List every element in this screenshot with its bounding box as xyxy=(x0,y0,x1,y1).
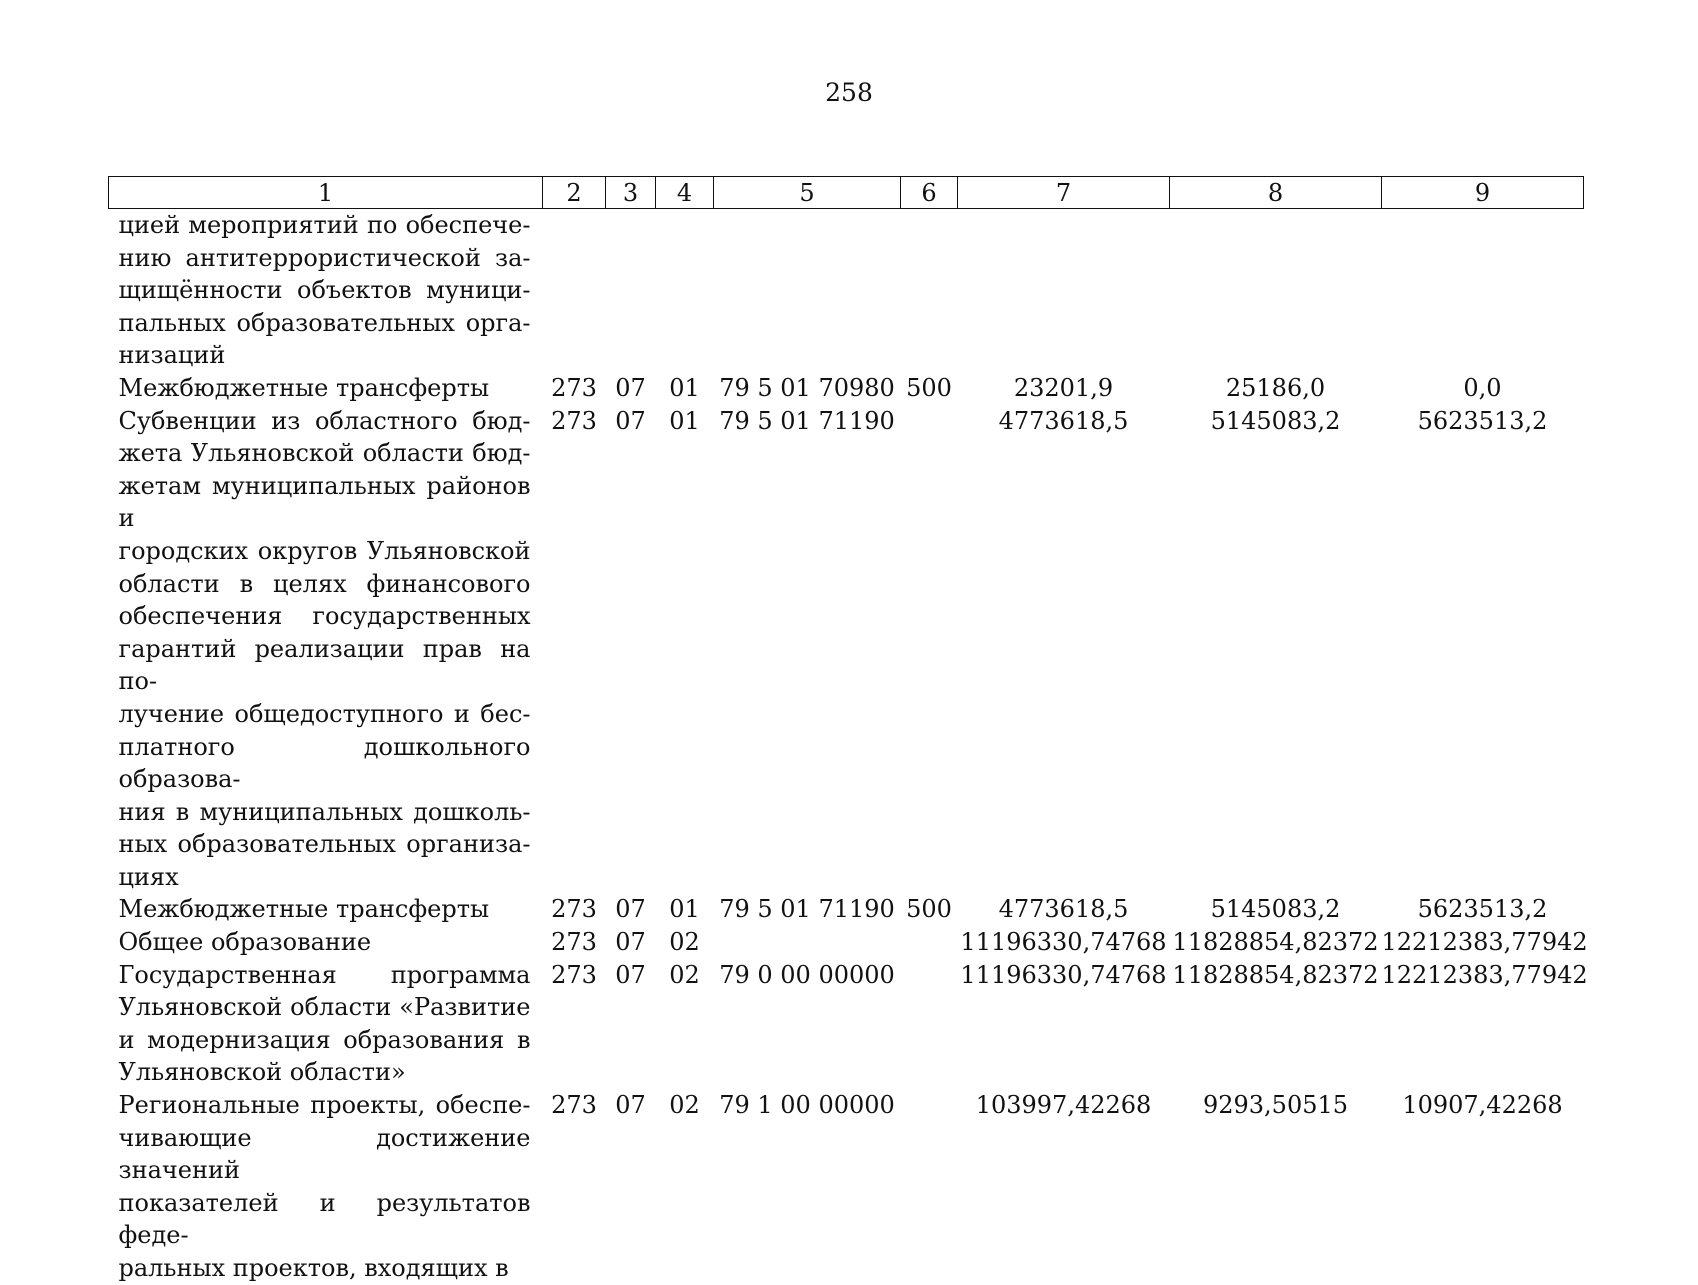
target-article-cell: 79 0 00 00000 xyxy=(719,960,895,989)
target-article-cell: 79 1 00 00000 xyxy=(719,1091,895,1120)
row-name-line: лучение общедоступного и бес- xyxy=(118,699,531,728)
table-row xyxy=(109,405,1584,894)
target-article-cell xyxy=(714,926,901,959)
row-name-line: городских округов Ульяновской xyxy=(118,536,531,565)
row-name-line: жета Ульяновской области бюд- xyxy=(118,439,531,468)
row-name-line: гарантий реализации прав на по- xyxy=(118,634,531,696)
row-name-line: Межбюджетные трансферты xyxy=(118,895,490,924)
amount-col8-cell: 5145083,2 xyxy=(1210,406,1341,435)
section-code-cell: 07 xyxy=(615,406,646,435)
row-name-line: и модернизация образования в xyxy=(118,1025,531,1054)
amount-col8-cell: 11828854,82372 xyxy=(1172,960,1379,989)
row-name-line: циях xyxy=(118,862,179,891)
amount-col9-cell: 10907,42268 xyxy=(1402,1091,1563,1120)
header-cell: 5 xyxy=(714,177,901,209)
amount-col7-cell: 23201,9 xyxy=(1013,373,1114,402)
table-row xyxy=(109,893,1584,926)
row-name-line: пальных образовательных орга- xyxy=(118,308,531,337)
target-article-cell: 79 5 01 71190 xyxy=(719,406,895,435)
amount-col9-cell: 5623513,2 xyxy=(1417,895,1548,924)
amount-col8-cell: 25186,0 xyxy=(1225,373,1326,402)
row-name-line: щищённости объектов муници- xyxy=(118,276,531,305)
row-name-line: Ульяновской области «Развитие xyxy=(118,993,531,1022)
row-name-cell xyxy=(109,1089,543,1285)
row-name-line: Межбюджетные трансферты xyxy=(118,373,490,402)
row-name-line: ния в муниципальных дошколь- xyxy=(118,797,531,826)
amount-col9-cell xyxy=(1382,209,1584,372)
table-row xyxy=(109,372,1584,405)
admin-code-cell xyxy=(543,209,606,372)
row-name-line: области в целях финансового xyxy=(118,569,531,598)
header-cell: 7 xyxy=(958,177,1170,209)
header-row xyxy=(109,177,1584,209)
target-article-cell xyxy=(714,209,901,372)
header-cell: 8 xyxy=(1170,177,1382,209)
amount-col9-cell: 0,0 xyxy=(1463,373,1502,402)
subsection-code-cell: 02 xyxy=(669,928,700,957)
row-name-line: чивающие достижение значений xyxy=(118,1123,531,1185)
amount-col9-cell: 12212383,77942 xyxy=(1381,960,1588,989)
section-code-cell: 07 xyxy=(615,928,646,957)
section-code-cell: 07 xyxy=(615,895,646,924)
expense-type-cell xyxy=(901,1089,958,1285)
section-code-cell: 07 xyxy=(615,1091,646,1120)
admin-code-cell: 273 xyxy=(551,960,597,989)
amount-col7-cell: 11196330,74768 xyxy=(960,960,1167,989)
section-code-cell: 07 xyxy=(615,960,646,989)
expense-type-cell xyxy=(901,405,958,894)
header-cell: 2 xyxy=(543,177,606,209)
row-name-line: Субвенции из областного бюд- xyxy=(118,406,531,435)
header-cell: 9 xyxy=(1382,177,1584,209)
amount-col7-cell xyxy=(958,209,1170,372)
expense-type-cell xyxy=(901,926,958,959)
admin-code-cell: 273 xyxy=(551,928,597,957)
row-name-line: платного дошкольного образова- xyxy=(118,732,531,794)
admin-code-cell: 273 xyxy=(551,373,597,402)
row-name-line: ральных проектов, входящих в xyxy=(118,1254,509,1282)
row-name-line: низаций xyxy=(118,341,226,370)
table-row xyxy=(109,209,1584,372)
subsection-code-cell: 02 xyxy=(669,1091,700,1120)
row-name-line: ных образовательных организа- xyxy=(118,830,531,859)
subsection-code-cell: 01 xyxy=(669,895,700,924)
amount-col9-cell: 5623513,2 xyxy=(1417,406,1548,435)
budget-table xyxy=(108,176,1588,1285)
table-row xyxy=(109,1089,1584,1285)
subsection-code-cell: 02 xyxy=(669,960,700,989)
row-name-cell xyxy=(109,405,543,894)
amount-col8-cell: 11828854,82372 xyxy=(1172,928,1379,957)
expense-type-cell: 500 xyxy=(906,895,952,924)
subsection-code-cell xyxy=(656,209,714,372)
row-name-cell xyxy=(109,893,543,926)
row-name-cell xyxy=(109,926,543,959)
section-code-cell xyxy=(606,209,656,372)
table-body xyxy=(109,209,1588,1285)
expense-type-cell: 500 xyxy=(906,373,952,402)
expense-type-cell xyxy=(901,209,958,372)
section-code-cell: 07 xyxy=(615,373,646,402)
admin-code-cell: 273 xyxy=(551,895,597,924)
header-cell: 4 xyxy=(656,177,714,209)
row-name-cell xyxy=(109,959,543,1089)
target-article-cell: 79 5 01 71190 xyxy=(719,895,895,924)
header-cell: 1 xyxy=(109,177,543,209)
amount-col8-cell: 5145083,2 xyxy=(1210,895,1341,924)
row-name-line: Общее образование xyxy=(118,928,372,957)
header-cell: 3 xyxy=(606,177,656,209)
amount-col9-cell: 12212383,77942 xyxy=(1381,928,1588,957)
row-name-line: Региональные проекты, обеспе- xyxy=(118,1091,531,1120)
row-name-line: показателей и результатов феде- xyxy=(118,1188,531,1250)
admin-code-cell: 273 xyxy=(551,406,597,435)
table-row xyxy=(109,959,1584,1089)
row-name-line: обеспечения государственных xyxy=(118,602,531,631)
row-name-cell xyxy=(109,372,543,405)
amount-col7-cell: 103997,42268 xyxy=(975,1091,1152,1120)
row-name-cell xyxy=(109,209,543,372)
row-name-line: Ульяновской области» xyxy=(118,1058,406,1087)
amount-col7-cell: 4773618,5 xyxy=(998,895,1129,924)
row-name-line: нию антитеррористической за- xyxy=(118,243,531,272)
target-article-cell: 79 5 01 70980 xyxy=(719,373,895,402)
admin-code-cell: 273 xyxy=(551,1091,597,1120)
row-name-line: жетам муниципальных районов и xyxy=(118,471,531,533)
subsection-code-cell: 01 xyxy=(669,373,700,402)
table-row xyxy=(109,926,1584,959)
subsection-code-cell: 01 xyxy=(669,406,700,435)
amount-col8-cell: 9293,50515 xyxy=(1202,1091,1349,1120)
header-cell: 6 xyxy=(901,177,958,209)
amount-col7-cell: 4773618,5 xyxy=(998,406,1129,435)
amount-col8-cell xyxy=(1170,209,1382,372)
expense-type-cell xyxy=(901,959,958,1089)
amount-col7-cell: 11196330,74768 xyxy=(960,928,1167,957)
page-number: 258 xyxy=(825,78,873,107)
row-name-line: Государственная программа xyxy=(118,960,531,989)
row-name-line: цией мероприятий по обеспече- xyxy=(118,211,531,239)
